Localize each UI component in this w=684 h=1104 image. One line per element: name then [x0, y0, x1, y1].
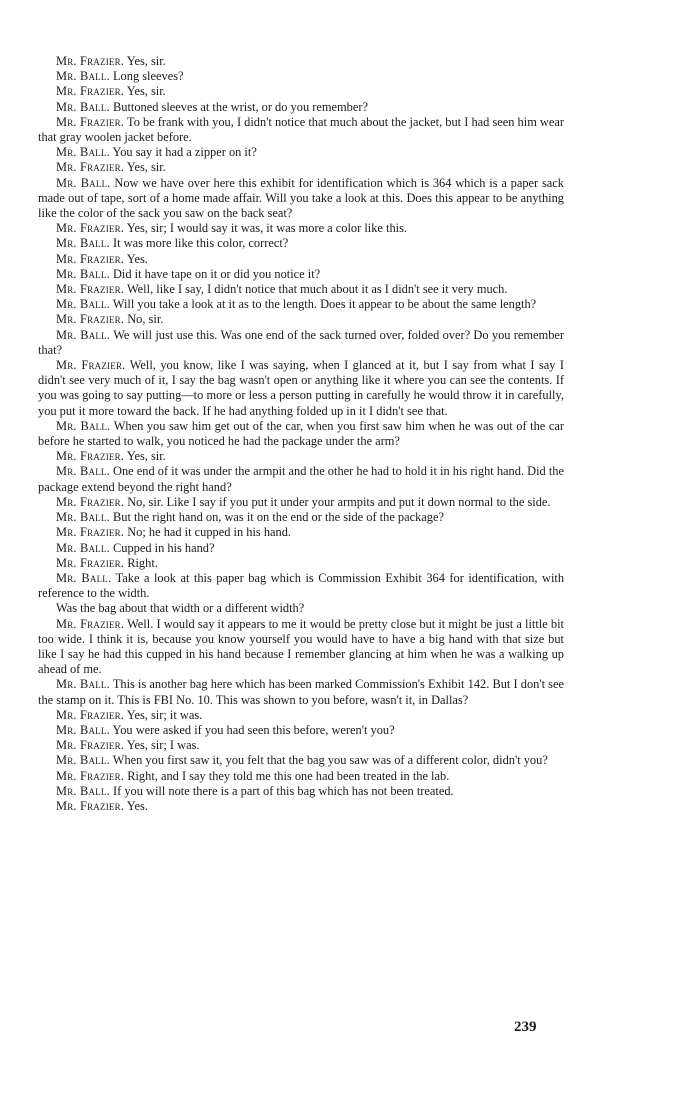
testimony-text: Buttoned sleeves at the wrist, or do you remember?: [112, 99, 368, 114]
speaker-name: Mr. Frazier.: [56, 358, 126, 373]
page-number: 239: [514, 1019, 537, 1035]
transcript-paragraph: [38, 297, 564, 312]
transcript-paragraph: [38, 556, 564, 571]
speaker-name: Mr. Ball.: [56, 145, 110, 160]
testimony-text: No; he had it cupped in his hand.: [127, 525, 292, 540]
speaker-name: Mr. Frazier.: [56, 449, 125, 464]
transcript-paragraph: [38, 69, 564, 84]
transcript-paragraph: [38, 601, 564, 616]
speaker-name: Mr. Ball.: [56, 464, 110, 479]
speaker-name: Mr. Ball.: [56, 297, 110, 312]
speaker-name: Mr. Frazier.: [56, 555, 125, 570]
speaker-name: Mr. Frazier.: [56, 616, 125, 631]
testimony-text: Well, like I say, I didn't notice that much about it as I didn't see it very much.: [126, 282, 508, 297]
testimony-text: No, sir.: [127, 312, 164, 327]
speaker-name: Mr. Frazier.: [56, 114, 125, 129]
transcript-paragraph: [38, 221, 564, 236]
transcript-paragraph: [38, 799, 564, 814]
transcript-paragraph: [38, 723, 564, 738]
speaker-name: Mr. Frazier.: [56, 707, 125, 722]
transcript-paragraph: [38, 464, 564, 494]
speaker-name: Mr. Ball.: [56, 236, 110, 251]
speaker-name: Mr. Ball.: [56, 677, 110, 692]
testimony-text: Yes, sir.: [126, 54, 166, 68]
transcript-paragraph: [38, 677, 564, 707]
transcript-paragraph: [38, 328, 564, 358]
testimony-text: Yes, sir.: [126, 84, 166, 99]
transcript-paragraph: [38, 358, 564, 419]
testimony-text: Now we have over here this exhibit for identification which is 364 which is a paper sack made out of tape, sort of a home made affair. Will you take a look at this. Does this appear to be anything like the color of the sack you saw on the back seat?: [38, 175, 564, 221]
testimony-text: If you will note there is a part of this bag which has not been treated.: [112, 783, 454, 798]
speaker-name: Mr. Ball.: [56, 69, 110, 84]
transcript-paragraph: [38, 145, 564, 160]
transcript-paragraph: [38, 753, 564, 768]
speaker-name: Mr. Frazier.: [56, 768, 125, 783]
testimony-text: We will just use this. Was one end of the sack turned over, folded over? Do you remember that?: [38, 327, 565, 357]
testimony-text: Yes, sir; it was.: [126, 707, 203, 722]
transcript-paragraph: [38, 115, 564, 145]
testimony-text: Yes.: [126, 798, 148, 813]
transcript-paragraph: [38, 54, 564, 69]
transcript-paragraph: [38, 738, 564, 753]
testimony-text: Yes, sir.: [126, 449, 166, 464]
speaker-name: Mr. Frazier.: [56, 525, 125, 540]
transcript-paragraph: [38, 160, 564, 175]
speaker-name: Mr. Ball.: [56, 540, 110, 555]
speaker-name: Mr. Frazier.: [56, 221, 125, 236]
testimony-text: One end of it was under the armpit and the other he had to hold it in his right hand. Did the package extend beyond the right hand?: [38, 464, 564, 494]
speaker-name: Mr. Frazier.: [56, 160, 125, 175]
speaker-name: Mr. Ball.: [56, 753, 110, 768]
speaker-name: Mr. Frazier.: [56, 312, 125, 327]
testimony-text: Was the bag about that width or a different width?: [56, 601, 305, 616]
speaker-name: Mr. Frazier.: [56, 54, 125, 68]
transcript-paragraph: [38, 769, 564, 784]
transcript-paragraph: [38, 784, 564, 799]
testimony-text: Yes, sir.: [126, 160, 166, 175]
speaker-name: Mr. Frazier.: [56, 798, 125, 813]
transcript-paragraph: [38, 571, 564, 601]
transcript-paragraph: [38, 252, 564, 267]
testimony-text: Cupped in his hand?: [112, 540, 215, 555]
testimony-text: Well, you know, like I was saying, when I glanced at it, but I say from what I say I didn't see very much of it, I say the bag wasn't open or anything like it where you can see the contents. If you was going to say putting—to more or less a person putting in carefully he would throw it in carefully, you put it more toward the back. If he had anything folded up in it I didn't see that.: [38, 358, 564, 418]
transcript-paragraph: [38, 312, 564, 327]
testimony-text: Did it have tape on it or did you notice it?: [112, 266, 321, 281]
transcript-paragraph: [38, 282, 564, 297]
testimony-text: Well. I would say it appears to me it would be pretty close but it might be just a little bit too wide. I think it is, because you know yourself you would have to have a big hand with that size but like I say he had this cupped in his hand because I remember glancing at him when he was a walking up ahead of me.: [38, 616, 564, 677]
speaker-name: Mr. Frazier.: [56, 282, 125, 297]
testimony-text: Yes, sir; I was.: [126, 738, 200, 753]
transcript-paragraph: [38, 541, 564, 556]
speaker-name: Mr. Frazier.: [56, 738, 125, 753]
transcript-paragraph: [38, 495, 564, 510]
transcript-paragraph: [38, 176, 564, 222]
testimony-text: But the right hand on, was it on the end or the side of the package?: [112, 510, 444, 525]
testimony-text: Take a look at this paper bag which is Commission Exhibit 364 for identification, with reference to the width.: [38, 570, 565, 601]
speaker-name: Mr. Ball.: [56, 99, 110, 114]
testimony-text: To be frank with you, I didn't notice that much about the jacket, but I had seen him wear that gray woolen jacket before.: [38, 114, 565, 145]
testimony-text: No, sir. Like I say if you put it under your armpits and put it down normal to the side.: [127, 494, 551, 509]
speaker-name: Mr. Ball.: [56, 510, 110, 525]
transcript-paragraph: [38, 617, 564, 678]
testimony-text: Long sleeves?: [112, 69, 184, 84]
testimony-text: It was more like this color, correct?: [112, 236, 289, 251]
speaker-name: Mr. Ball.: [56, 570, 112, 585]
testimony-text: Will you take a look at it as to the length. Does it appear to be about the same length?: [112, 297, 537, 312]
speaker-name: Mr. Ball.: [56, 266, 110, 281]
speaker-name: Mr. Frazier.: [56, 84, 125, 99]
transcript-paragraph: [38, 449, 564, 464]
testimony-text: This is another bag here which has been marked Commission's Exhibit 142. But I don't see the stamp on it. This is FBI No. 10. This was shown to you before, wasn't it, in Dallas?: [38, 677, 564, 707]
transcript-paragraph: [38, 708, 564, 723]
speaker-name: Mr. Ball.: [56, 722, 110, 737]
speaker-name: Mr. Ball.: [56, 783, 110, 798]
transcript-paragraph: [38, 419, 564, 449]
speaker-name: Mr. Ball.: [56, 327, 111, 342]
speaker-name: Mr. Ball.: [56, 175, 111, 190]
testimony-text: When you saw him get out of the car, when you first saw him when he was out of the car before he started to walk, you noticed he had the package under the arm?: [38, 418, 564, 449]
testimony-text: You were asked if you had seen this before, weren't you?: [112, 722, 395, 737]
transcript-body: [38, 54, 564, 814]
testimony-text: When you first saw it, you felt that the bag you saw was of a different color, didn't you?: [112, 753, 548, 768]
speaker-name: Mr. Frazier.: [56, 251, 125, 266]
transcript-paragraph: [38, 267, 564, 282]
transcript-paragraph: [38, 236, 564, 251]
speaker-name: Mr. Ball.: [56, 418, 111, 433]
testimony-text: Yes, sir; I would say it was, it was more a color like this.: [126, 221, 408, 236]
testimony-text: Right, and I say they told me this one had been treated in the lab.: [127, 768, 450, 783]
transcript-paragraph: [38, 510, 564, 525]
transcript-paragraph: [38, 525, 564, 540]
transcript-paragraph: [38, 100, 564, 115]
transcript-paragraph: [38, 84, 564, 99]
testimony-text: You say it had a zipper on it?: [112, 145, 257, 160]
testimony-text: Yes.: [126, 251, 148, 266]
testimony-text: Right.: [127, 555, 158, 570]
speaker-name: Mr. Frazier.: [56, 494, 125, 509]
